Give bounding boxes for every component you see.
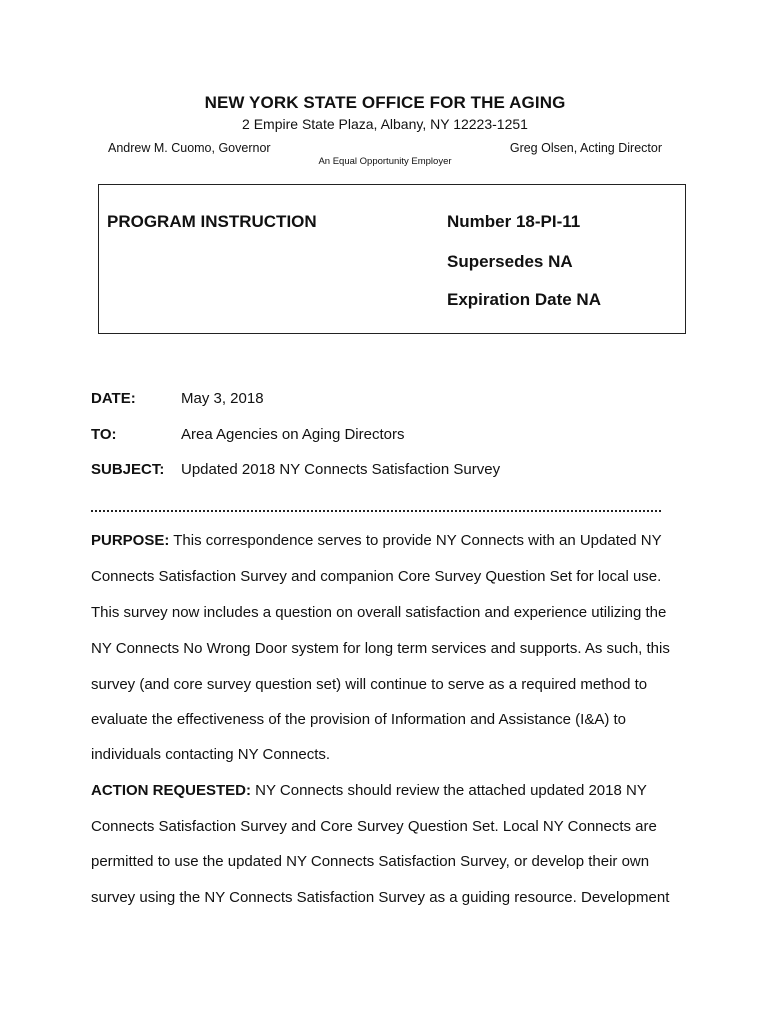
director-name: Greg Olsen, Acting Director	[509, 141, 662, 155]
governor-name: Andrew M. Cuomo, Governor	[108, 141, 271, 155]
organization-address: 2 Empire State Plaza, Albany, NY 12223-1251	[242, 116, 528, 132]
supersedes-field: Supersedes NA	[447, 252, 573, 271]
purpose-line: evaluate the effectiveness of the provision of Information and Assistance (I&A) to	[91, 711, 627, 728]
program-instruction-title: PROGRAM INSTRUCTION	[107, 212, 317, 231]
purpose-line: NY Connects No Wrong Door system for long term services and supports. As such, this	[91, 640, 670, 657]
subject-value: Updated 2018 NY Connects Satisfaction Survey	[181, 461, 501, 478]
date-value: May 3, 2018	[181, 390, 264, 407]
purpose-line: survey (and core survey question set) will continue to serve as a required method to	[91, 676, 648, 693]
action-line: ACTION REQUESTED: NY Connects should review the attached updated 2018 NY	[91, 782, 647, 799]
equal-opportunity-note: An Equal Opportunity Employer	[318, 156, 452, 167]
instruction-number: Number 18-PI-11	[447, 212, 581, 231]
purpose-line: individuals contacting NY Connects.	[91, 746, 331, 763]
expiration-date-field: Expiration Date NA	[447, 290, 601, 309]
subject-label: SUBJECT:	[91, 461, 165, 478]
purpose-line: PURPOSE: This correspondence serves to provide NY Connects with an Updated NY	[91, 532, 662, 549]
action-line: survey using the NY Connects Satisfaction Survey as a guiding resource. Development	[91, 889, 670, 906]
organization-name: NEW YORK STATE OFFICE FOR THE AGING	[204, 93, 566, 112]
date-label: DATE:	[91, 390, 136, 407]
action-requested-label: ACTION REQUESTED:	[91, 782, 252, 799]
action-line: permitted to use the updated NY Connects Satisfaction Survey, or develop their own	[91, 853, 650, 870]
to-value: Area Agencies on Aging Directors	[181, 426, 405, 443]
purpose-line: Connects Satisfaction Survey and companion Core Survey Question Set for local use.	[91, 568, 662, 585]
purpose-line: This survey now includes a question on overall satisfaction and experience utilizing the	[91, 604, 667, 621]
dotted-divider	[91, 510, 661, 512]
program-instruction-box	[98, 184, 686, 334]
purpose-label: PURPOSE:	[91, 532, 170, 549]
action-line: Connects Satisfaction Survey and Core Survey Question Set. Local NY Connects are	[91, 818, 657, 835]
to-label: TO:	[91, 426, 117, 443]
